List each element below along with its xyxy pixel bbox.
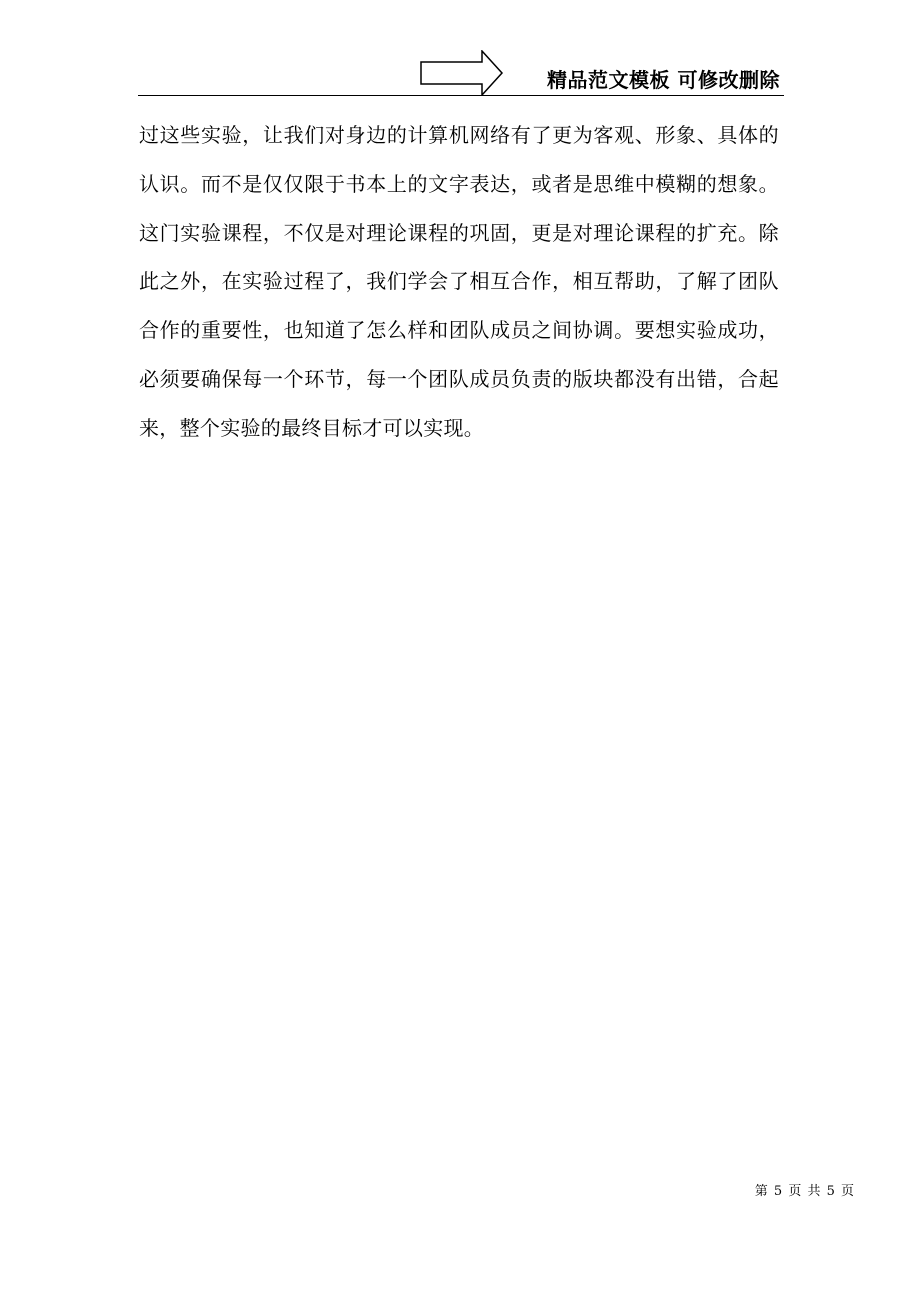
right-arrow-outline-icon — [420, 50, 504, 96]
page-number: 第 5 页 共 5 页 — [754, 1184, 855, 1199]
header-divider — [138, 95, 784, 96]
header-title: 精品范文模板 可修改删除 — [547, 68, 780, 92]
page-header — [138, 50, 784, 98]
body-paragraph: 过这些实验，让我们对身边的计算机网络有了更为客观、形象、具体的认识。而不是仅仅限于书本上的文字表达，或者是思维中模糊的想象。这门实验课程，不仅是对理论课程的巩固，更是对理论课程的扩充。除此之外，在实验过程了，我们学会了相互合作，相互帮助，了解了团队合作的重要性，也知道了怎么样和团队成员之间协调。要想实验成功，必须要确保每一个环节，每一个团队成员负责的版块都没有出错，合起来，整个实验的最终目标才可以实现。 — [139, 123, 779, 440]
